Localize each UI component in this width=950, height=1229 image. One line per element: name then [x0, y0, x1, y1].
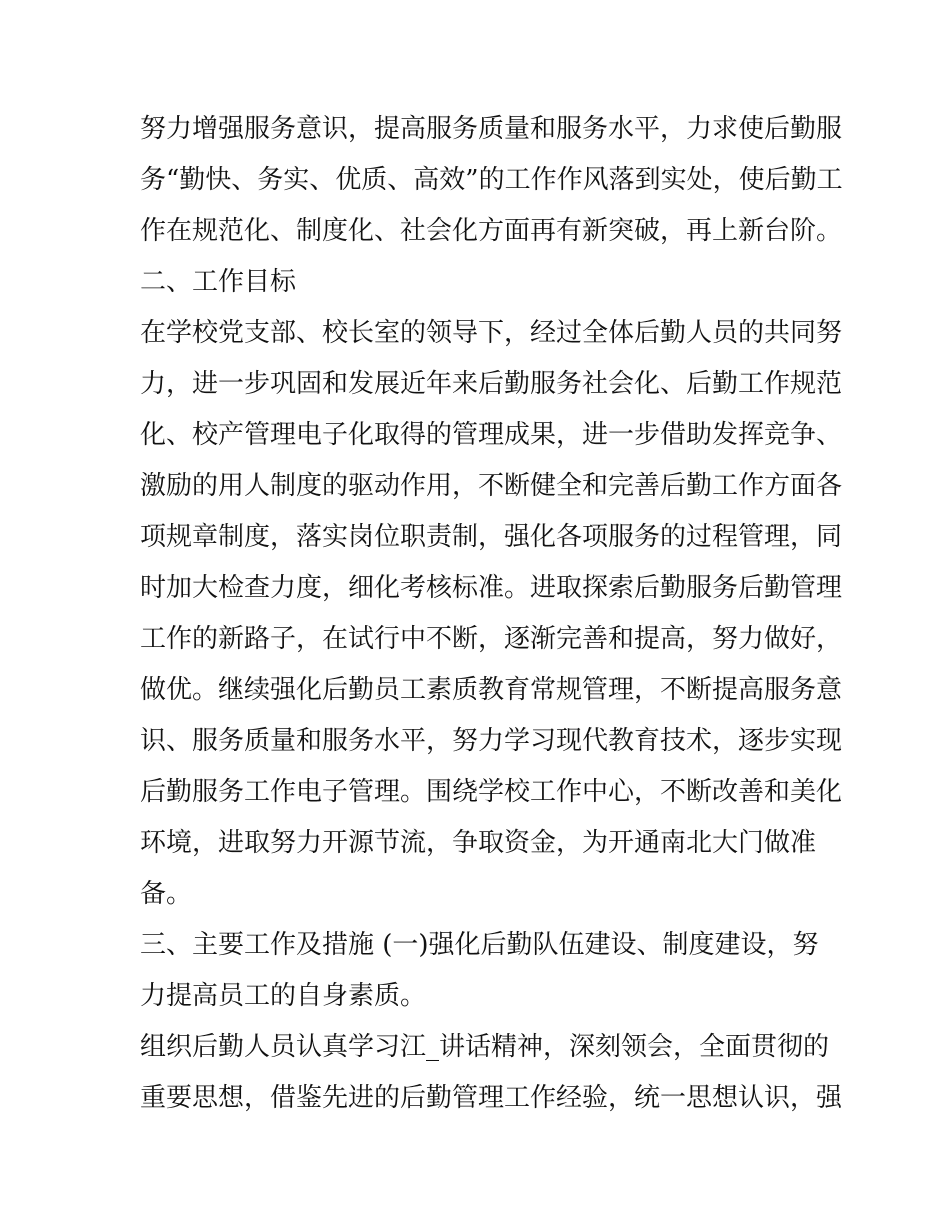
text-line: 识、服务质量和服务水平，努力学习现代教育技术，逐步实现 — [140, 726, 843, 756]
text-line: 作在规范化、制度化、社会化方面再有新突破，再上新台阶。 — [140, 216, 843, 246]
text-line: 时加大检查力度，细化考核标准。进取探索后勤服务后勤管理 — [140, 573, 843, 603]
document-body — [140, 104, 843, 1124]
heading-line: 二、工作目标 — [140, 267, 297, 297]
paragraph-goals — [140, 308, 843, 920]
heading-line: 力提高员工的自身素质。 — [140, 981, 427, 1011]
text-line: 环境，进取努力开源节流，争取资金，为开通南北大门做准 — [140, 828, 817, 858]
paragraph-measures — [140, 1022, 843, 1124]
text-line: 项规章制度，落实岗位职责制，强化各项服务的过程管理，同 — [140, 522, 843, 552]
text-line: 化、校产管理电子化取得的管理成果，进一步借助发挥竞争、 — [140, 420, 843, 450]
text-line: 做优。继续强化后勤员工素质教育常规管理，不断提高服务意 — [140, 675, 843, 705]
text-line: 努力增强服务意识，提高服务质量和服务水平，力求使后勤服 — [140, 114, 843, 144]
paragraph-intro-continued — [140, 104, 843, 257]
text-line: 务“勤快、务实、优质、高效”的工作作风落到实处，使后勤工 — [140, 165, 843, 195]
text-line: 在学校党支部、校长室的领导下，经过全体后勤人员的共同努 — [140, 318, 843, 348]
text-line: 力，进一步巩固和发展近年来后勤服务社会化、后勤工作规范 — [140, 369, 843, 399]
heading-line: 三、主要工作及措施 (一)强化后勤队伍建设、制度建设，努 — [140, 930, 819, 960]
section-heading-goals — [140, 257, 820, 308]
section-heading-measures — [140, 920, 820, 1022]
text-line: 重要思想，借鉴先进的后勤管理工作经验，统一思想认识，强 — [140, 1083, 843, 1113]
text-line: 备。 — [140, 879, 193, 909]
text-line: 组织后勤人员认真学习江_讲话精神，深刻领会，全面贯彻的 — [140, 1032, 830, 1062]
text-line: 后勤服务工作电子管理。围绕学校工作中心，不断改善和美化 — [140, 777, 843, 807]
text-line: 工作的新路子，在试行中不断，逐渐完善和提高，努力做好， — [140, 624, 843, 654]
text-line: 激励的用人制度的驱动作用，不断健全和完善后勤工作方面各 — [140, 471, 843, 501]
